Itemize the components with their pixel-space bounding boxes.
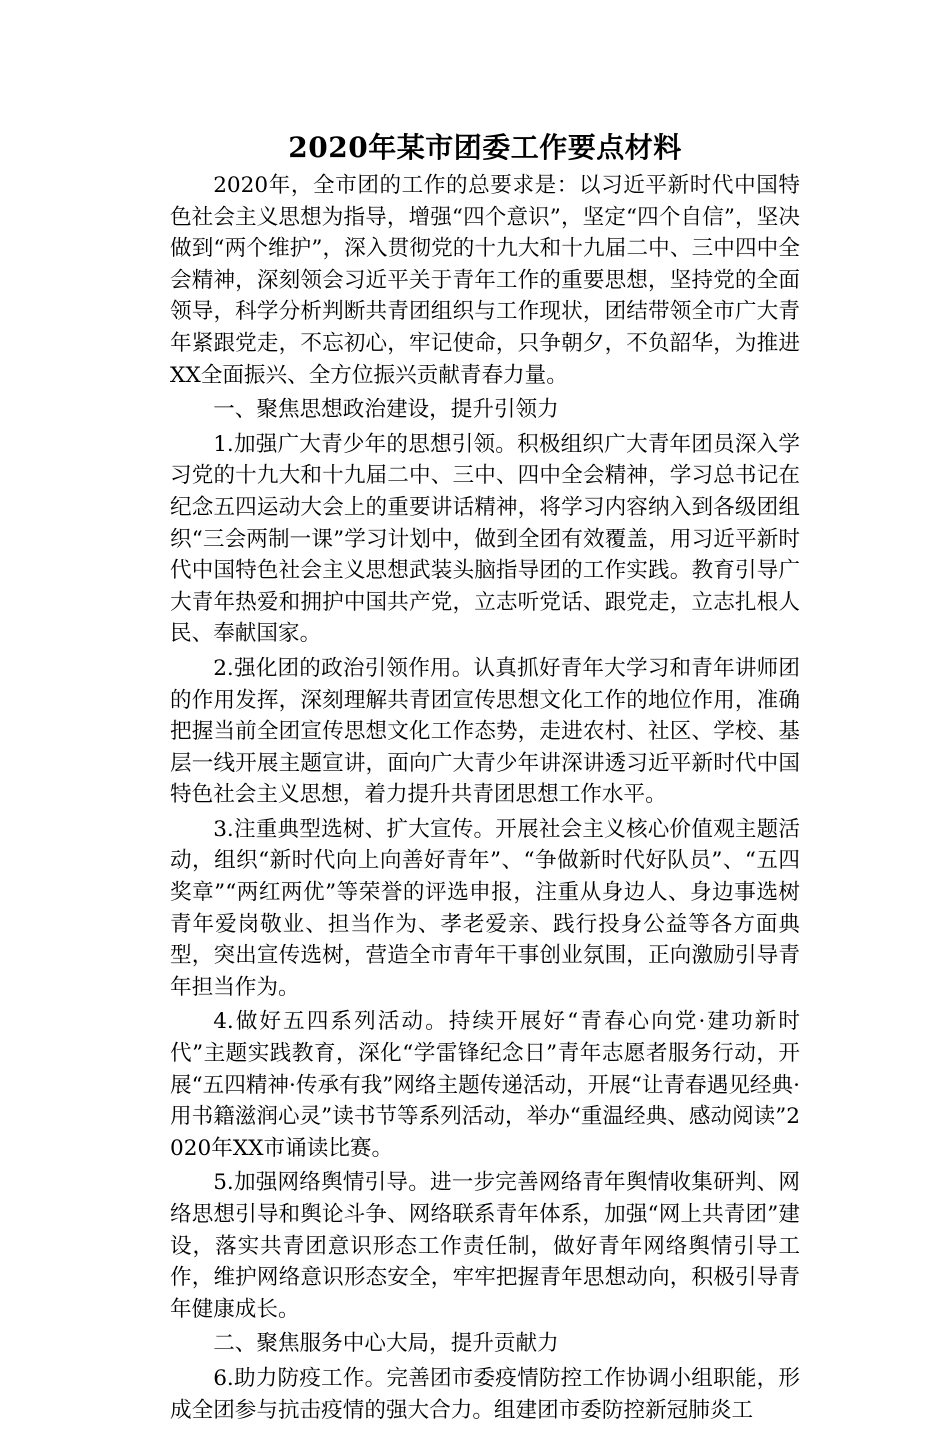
document-title: 2020年某市团委工作要点材料 (288, 131, 682, 164)
intro-paragraph: 2020年，全市团的工作的总要求是：以习近平新时代中国特色社会主义思想为指导，增强“四个意识”，坚定“四个自信”，坚决做到“两个维护”，深入贯彻党的十九大和十九届二中、三中四中全会精神，深刻领会习近平关于青年工作的重要思想，坚持党的全面领导，科学分析判断共青团组织与工作现状，团结带领全市广大青年紧跟党走，不忘初心，牢记使命，只争朝夕，不负韶华，为推进XX全面振兴、全方位振兴贡献青春力量。 (170, 173, 800, 388)
section-heading-1: 一、聚焦思想政治建设，提升引领力 (213, 397, 559, 423)
item-paragraph-4: 4.做好五四系列活动。持续开展好“青春心向党·建功新时代”主题实践教育，深化“学雷锋纪念日”青年志愿者服务行动，开展“五四精神·传承有我”网络主题传递活动，开展“让青春遇见经典·用书籍滋润心灵”读书节等系列活动，举办“重温经典、感动阅读”2020年XX市诵读比赛。 (170, 1009, 800, 1161)
item-paragraph-6: 6.助力防疫工作。完善团市委疫情防控工作协调小组职能，形成全团参与抗击疫情的强大合力。组建团市委防控新冠肺炎工 (170, 1365, 800, 1423)
item-paragraph-1: 1.加强广大青少年的思想引领。积极组织广大青年团员深入学习党的十九大和十九届二中、三中、四中全会精神，学习总书记在纪念五四运动大会上的重要讲话精神，将学习内容纳入到各级团组织“三会两制一课”学习计划中，做到全团有效覆盖，用习近平新时代中国特色社会主义思想武装头脑指导团的工作实践。教育引导广大青年热爱和拥护中国共产党，立志听党话、跟党走，立志扎根人民、奉献国家。 (170, 431, 800, 647)
document-page (170, 128, 800, 1429)
item-paragraph-5: 5.加强网络舆情引导。进一步完善网络青年舆情收集研判、网络思想引导和舆论斗争、网络联系青年体系，加强“网上共青团”建设，落实共青团意识形态工作责任制，做好青年网络舆情引导工作，维护网络意识形态安全，牢牢把握青年思想动向，积极引导青年健康成长。 (170, 1170, 800, 1322)
item-paragraph-3: 3.注重典型选树、扩大宣传。开展社会主义核心价值观主题活动，组织“新时代向上向善好青年”、“争做新时代好队员”、“五四奖章”“两红两优”等荣誉的评选申报，注重从身边人、身边事选树青年爱岗敬业、担当作为、孝老爱亲、践行投身公益等各方面典型，突出宣传选树，营造全市青年干事创业氛围，正向激励引导青年担当作为。 (170, 816, 800, 1000)
section-heading-2: 二、聚焦服务中心大局，提升贡献力 (213, 1331, 559, 1357)
item-paragraph-2: 2.强化团的政治引领作用。认真抓好青年大学习和青年讲师团的作用发挥，深刻理解共青团宣传思想文化工作的地位作用，准确把握当前全团宣传思想文化工作态势，走进农村、社区、学校、基层一线开展主题宣讲，面向广大青少年讲深讲透习近平新时代中国特色社会主义思想，着力提升共青团思想工作水平。 (170, 655, 800, 808)
